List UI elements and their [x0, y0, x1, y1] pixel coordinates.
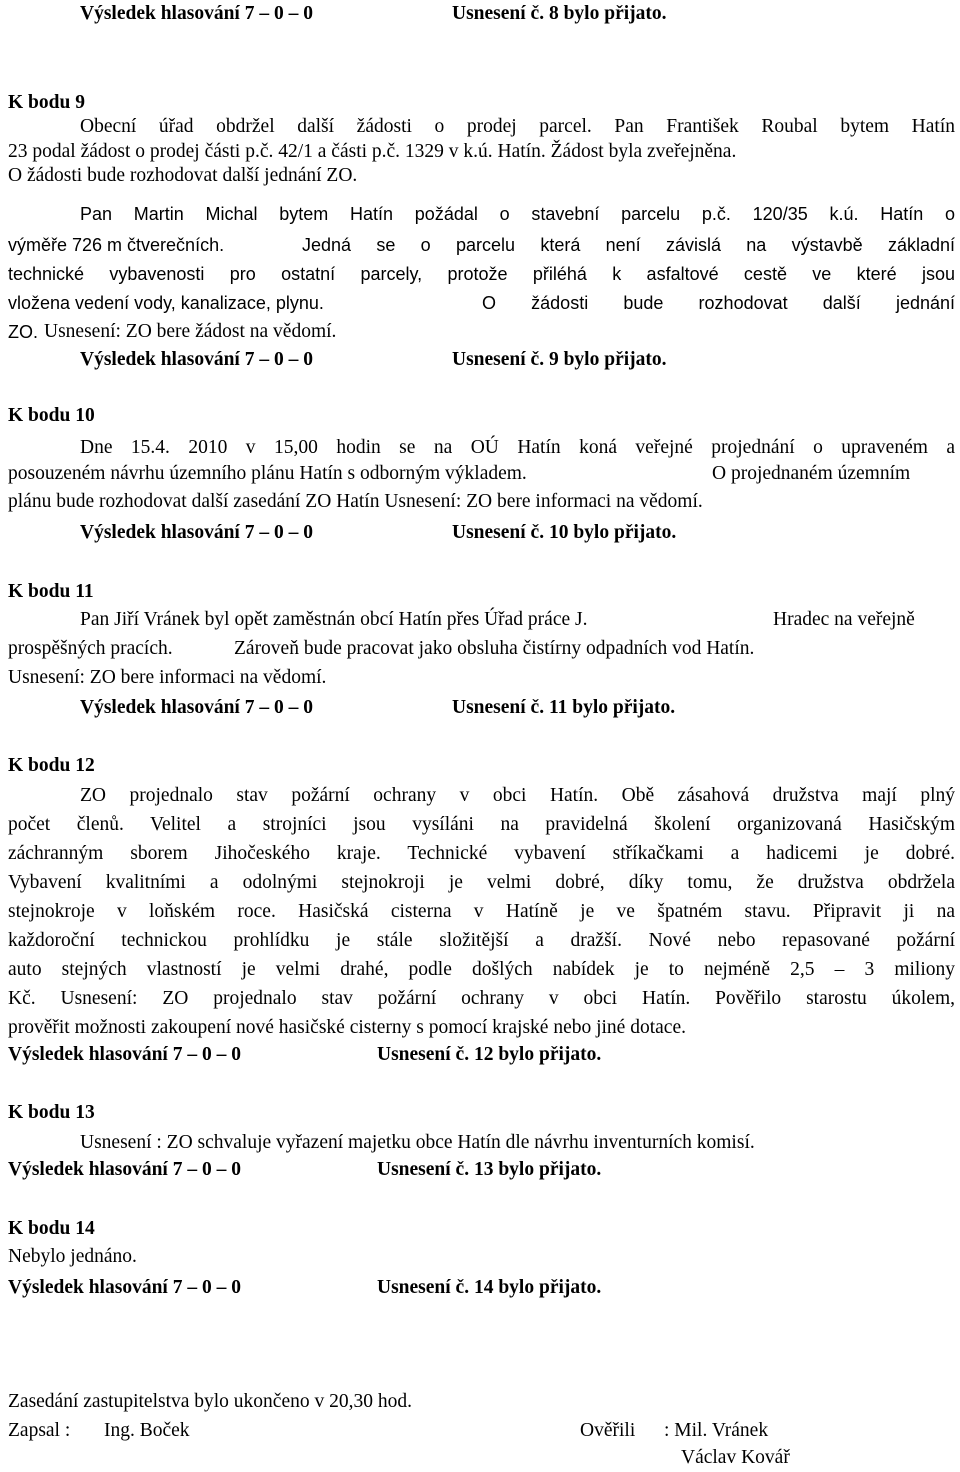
paragraph-line: ZO projednalo stav požární ochrany v obci Hatín. Obě zásahová družstva mají plný	[80, 785, 955, 806]
recorded-by-label: Zapsal :	[8, 1420, 71, 1441]
paragraph-line: posouzeném návrhu územního plánu Hatín s odborným výkladem.	[8, 463, 527, 484]
resolution-text: Usnesení: ZO bere žádost na vědomí.	[44, 321, 337, 342]
resolution-9: Usnesení č. 9 bylo přijato.	[452, 349, 667, 370]
section-heading-13: K bodu 13	[8, 1102, 95, 1123]
paragraph-line: každoroční technickou prohlídku je stále složitější a dražší. Nové nebo repasované požární	[8, 930, 955, 951]
paragraph-line: Kč. Usnesení: ZO projednalo stav požární ochrany v obci Hatín. Pověřilo starostu úkolem,	[8, 988, 955, 1009]
paragraph-line: technické vybavenosti pro ostatní parcely, protože přiléhá k asfaltové cestě ve které jsou	[8, 264, 955, 284]
paragraph-line: Nebylo jednáno.	[8, 1246, 137, 1267]
paragraph-line: prověřit možnosti zakoupení nové hasičské cisterny s pomocí krajské nebo jiné dotace.	[8, 1017, 686, 1038]
paragraph-line: Usnesení : ZO schvaluje vyřazení majetku obce Hatín dle návrhu inventurních komisí.	[80, 1132, 755, 1153]
paragraph-line: Zároveň bude pracovat jako obsluha čistírny odpadních vod Hatín.	[234, 638, 755, 659]
resolution-13: Usnesení č. 13 bylo přijato.	[377, 1159, 602, 1180]
paragraph-line: O žádosti bude rozhodovat další jednání	[482, 293, 955, 313]
resolution-14: Usnesení č. 14 bylo přijato.	[377, 1277, 602, 1298]
vote-result-8	[80, 2, 313, 26]
paragraph-line: 23 podal žádost o prodej části p.č. 42/1 a části p.č. 1329 v k.ú. Hatín. Žádost byla zveřejněna.	[8, 141, 737, 162]
paragraph-line: Usnesení: ZO bere informaci na vědomí.	[8, 667, 327, 688]
paragraph-line: Vybavení kvalitními a odolnými stejnokroji je velmi dobré, díky tomu, že družstva obdržela	[8, 872, 955, 893]
paragraph-line: vložena vedení vody, kanalizace, plynu.	[8, 293, 324, 313]
vote-label: Výsledek hlasování 7 – 0 – 0	[80, 3, 313, 24]
vote-result-12: Výsledek hlasování 7 – 0 – 0	[8, 1044, 241, 1065]
paragraph-line: prospěšných pracích.	[8, 638, 173, 659]
paragraph-line: Dne 15.4. 2010 v 15,00 hodin se na OÚ Hatín koná veřejné projednání o upraveném a	[80, 437, 955, 458]
paragraph-line: O projednaném územním	[712, 463, 911, 484]
resolution-10: Usnesení č. 10 bylo přijato.	[452, 522, 677, 543]
paragraph-line: počet členů. Velitel a strojníci jsou vysíláni na pravidelná školení organizovaná Hasičským	[8, 814, 955, 835]
section-heading-14: K bodu 14	[8, 1218, 95, 1239]
paragraph-line: Jedná se o parcelu která není závislá na výstavbě základní	[302, 235, 955, 255]
section-heading-10: K bodu 10	[8, 405, 95, 426]
paragraph-line: Pan Jiří Vránek byl opět zaměstnán obcí Hatín přes Úřad práce J.	[80, 609, 588, 630]
paragraph-line: plánu bude rozhodovat další zasedání ZO Hatín Usnesení: ZO bere informaci na vědomí.	[8, 491, 703, 512]
section-heading-12: K bodu 12	[8, 755, 95, 776]
verified-by-label: Ověřili	[580, 1420, 636, 1441]
resolution-12: Usnesení č. 12 bylo přijato.	[377, 1044, 602, 1065]
paragraph-line: Hradec na veřejně	[773, 609, 915, 630]
paragraph-line: O žádosti bude rozhodovat další jednání ZO.	[8, 165, 358, 186]
paragraph-line: stejnokroje v loňském roce. Hasičská cisterna v Hatíně je ve špatném stavu. Připravit ji na	[8, 901, 955, 922]
paragraph-line: auto stejných vlastností je velmi drahé, podle došlých nabídek je to nejméně 2,5 – 3 miliony	[8, 959, 955, 980]
section-heading-9: K bodu 9	[8, 92, 85, 113]
paragraph-line: výměře 726 m čtverečních.	[8, 235, 225, 255]
vote-result-9: Výsledek hlasování 7 – 0 – 0	[80, 349, 313, 370]
vote-result-14: Výsledek hlasování 7 – 0 – 0	[8, 1277, 241, 1298]
recorded-by-name: Ing. Boček	[104, 1420, 190, 1441]
closing-statement: Zasedání zastupitelstva bylo ukončeno v 20,30 hod.	[8, 1391, 412, 1412]
paragraph-line: Pan Martin Michal bytem Hatín požádal o stavební parcelu p.č. 120/35 k.ú. Hatín o	[80, 204, 955, 224]
resolution-8: Usnesení č. 8 bylo přijato.	[452, 3, 667, 24]
paragraph-line: ZO.	[8, 322, 38, 342]
vote-result-13: Výsledek hlasování 7 – 0 – 0	[8, 1159, 241, 1180]
verified-by-name: : Mil. Vránek	[664, 1420, 769, 1441]
vote-result-11: Výsledek hlasování 7 – 0 – 0	[80, 697, 313, 718]
paragraph-line: Obecní úřad obdržel další žádosti o prodej parcel. Pan František Roubal bytem Hatín	[80, 116, 955, 137]
section-heading-11: K bodu 11	[8, 581, 94, 602]
paragraph-line: záchranným sborem Jihočeského kraje. Technické vybavení stříkačkami a hadicemi je dobré.	[8, 843, 955, 864]
verified-by-name: Václav Kovář	[681, 1447, 790, 1468]
vote-result-10: Výsledek hlasování 7 – 0 – 0	[80, 522, 313, 543]
resolution-11: Usnesení č. 11 bylo přijato.	[452, 697, 676, 718]
